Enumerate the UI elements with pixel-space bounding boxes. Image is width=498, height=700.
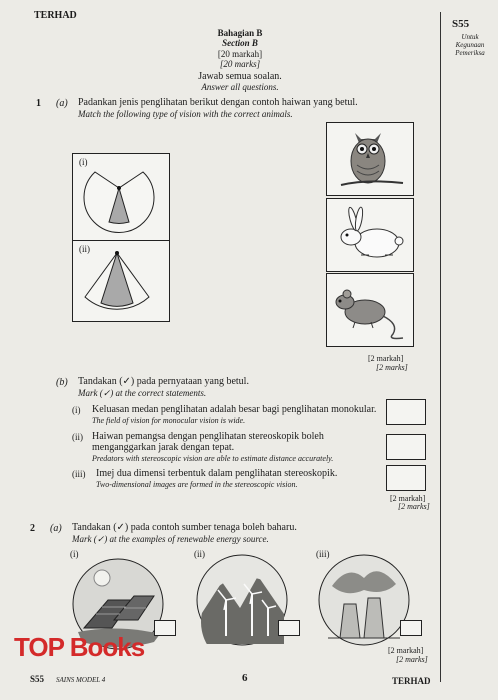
- q1a-question-en: Match the following type of vision with the correct animals.: [78, 109, 293, 119]
- q1a-question: Padankan jenis penglihatan berikut dengan contoh haiwan yang betul.: [78, 97, 358, 108]
- owl-icon: [327, 123, 413, 195]
- statement-3-text-en: Two-dimensional images are formed in the stereoscopic vision.: [96, 480, 298, 489]
- q1a-marks: [2 markah]: [368, 354, 404, 363]
- section-title-en: Section B: [222, 38, 258, 48]
- monocular-vision-box[interactable]: [72, 153, 170, 243]
- side-note-2: Kegunaan: [455, 41, 485, 49]
- q1b-marks-en: [2 marks]: [398, 502, 430, 511]
- q1b-label: (b): [56, 377, 68, 388]
- q1a-label: (a): [56, 98, 68, 109]
- wind-checkbox[interactable]: [278, 620, 300, 636]
- energy-label-i: (i): [70, 549, 79, 559]
- q2-number: 2: [30, 523, 35, 534]
- page-number: 6: [242, 672, 248, 684]
- wind-turbine-icon: [196, 554, 288, 646]
- rabbit-picture-box[interactable]: [326, 198, 414, 272]
- q2a-question: Tandakan (✓) pada contoh sumber tenaga boleh baharu.: [72, 522, 297, 533]
- side-note-1: Untuk: [461, 33, 479, 41]
- stereoscopic-vision-box[interactable]: [72, 240, 170, 322]
- section-marks: [20 markah]: [217, 49, 263, 59]
- power-plant-icon: [318, 554, 410, 646]
- section-instruction-en: Answer all questions.: [201, 82, 279, 92]
- statement-2-text-2: menganggarkan jarak dengan tepat.: [92, 442, 235, 453]
- statement-2-checkbox[interactable]: [386, 434, 426, 460]
- rabbit-icon: [327, 199, 413, 271]
- energy-label-iii: (iii): [316, 549, 330, 559]
- statement-2-num: (ii): [72, 432, 83, 442]
- section-marks-en: [20 marks]: [219, 59, 261, 69]
- statement-1-num: (i): [72, 405, 81, 415]
- diagram-label-ii: (ii): [79, 244, 90, 254]
- q2a-marks: [2 markah]: [388, 646, 424, 655]
- statement-1-text-en: The field of vision for monocular vision is wide.: [92, 416, 246, 425]
- q2a-question-en: Mark (✓) at the examples of renewable energy source.: [72, 534, 269, 544]
- header-restricted: TERHAD: [34, 10, 77, 21]
- solar-checkbox[interactable]: [154, 620, 176, 636]
- q1b-marks: [2 markah]: [390, 494, 426, 503]
- statement-1-checkbox[interactable]: [386, 399, 426, 425]
- side-note-3: Pemeriksa: [455, 49, 485, 57]
- margin-line: [440, 12, 441, 682]
- q2a-marks-en: [2 marks]: [396, 655, 428, 664]
- header-code: S55: [452, 18, 470, 30]
- energy-label-ii: (ii): [194, 549, 205, 559]
- rat-picture-box[interactable]: [326, 273, 414, 347]
- footer-restricted: TERHAD: [392, 676, 431, 686]
- diagram-label-i: (i): [79, 157, 88, 167]
- statement-2-text: Haiwan pemangsa dengan penglihatan stereoskopik boleh: [92, 431, 324, 442]
- monocular-vision-diagram: [73, 154, 169, 242]
- q1b-question-en: Mark (✓) at the correct statements.: [78, 388, 207, 398]
- q1a-marks-en: [2 marks]: [376, 363, 408, 372]
- rat-icon: [327, 274, 413, 346]
- statement-3-text: Imej dua dimensi terbentuk dalam penglihatan stereoskopik.: [96, 468, 338, 479]
- power-plant-checkbox[interactable]: [400, 620, 422, 636]
- footer-code: S55: [30, 674, 45, 684]
- statement-3-checkbox[interactable]: [386, 465, 426, 491]
- q1b-question: Tandakan (✓) pada pernyataan yang betul.: [78, 376, 249, 387]
- owl-picture-box[interactable]: [326, 122, 414, 196]
- statement-1-text: Keluasan medan penglihatan adalah besar bagi penglihatan monokular.: [92, 404, 377, 415]
- topbooks-logo: TOP Books: [14, 632, 145, 662]
- section-instruction: Jawab semua soalan.: [198, 71, 282, 82]
- statement-3-num: (iii): [72, 469, 86, 479]
- q1-number: 1: [36, 98, 41, 109]
- statement-2-text-en: Predators with stereoscopic vision are able to estimate distance accurately.: [92, 454, 334, 463]
- section-title: Bahagian B: [217, 28, 263, 38]
- footer-series: SAINS MODEL 4: [56, 676, 106, 684]
- q2a-label: (a): [50, 523, 62, 534]
- stereoscopic-vision-diagram: [73, 241, 169, 321]
